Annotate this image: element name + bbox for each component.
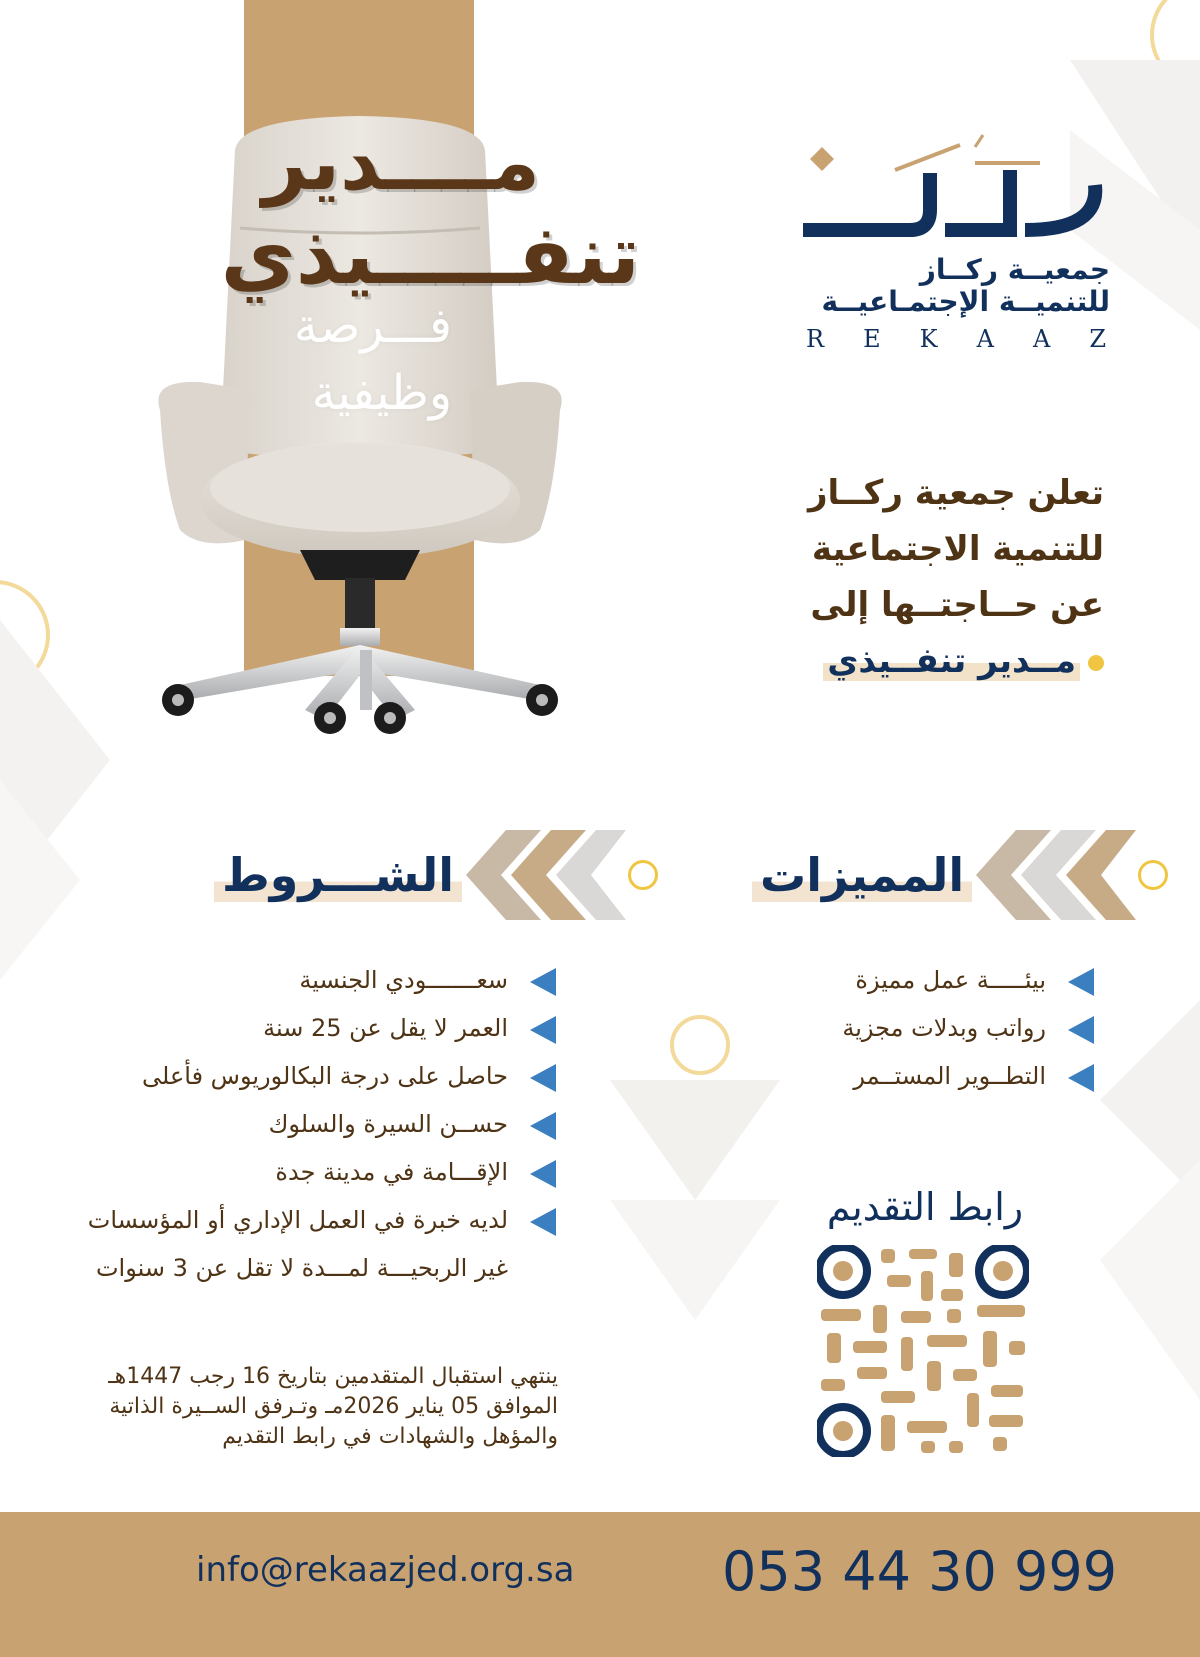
blue-triangle-icon [1068, 1064, 1094, 1092]
yellow-ring-icon [1138, 860, 1168, 890]
condition-text: لديه خبرة في العمل الإداري أو المؤسسات [87, 1206, 508, 1234]
announcement-line3: عن حــاجتــها إلى [810, 585, 1104, 625]
rekaaz-logo [800, 125, 1110, 365]
features-header [752, 830, 1168, 920]
logo-arabic-line1: جمعيــة ركــاز [919, 253, 1110, 286]
yellow-bullet-icon [1088, 655, 1104, 671]
list-item [88, 1004, 558, 1052]
contact-email[interactable]: info@rekaazjed.org.sa [196, 1550, 575, 1590]
list-item-continuation [88, 1244, 558, 1292]
deadline-note [44, 1362, 558, 1452]
conditions-title: الشـــروط [214, 848, 462, 902]
condition-text: الإقـــامة في مدينة جدة [275, 1158, 508, 1186]
blue-triangle-icon [1068, 1016, 1094, 1044]
apply-link-title: رابط التقديم [826, 1185, 1024, 1229]
qr-code-icon[interactable] [817, 1245, 1029, 1457]
blue-triangle-icon [1068, 968, 1094, 996]
blue-triangle-icon [530, 1064, 556, 1092]
announcement-line2: للتنمية الاجتماعية [811, 529, 1104, 569]
hero-subtitle-line1: فـــرصة [293, 298, 452, 354]
conditions-header [214, 830, 658, 920]
features-title: المميزات [752, 848, 972, 902]
logo-latin-letter: R [806, 325, 825, 353]
deadline-line1: ينتهي استقبال المتقدمين بتاريخ 16 رجب 1447هـ [108, 1364, 558, 1389]
feature-text: التطــوير المستــمر [853, 1062, 1046, 1090]
logo-latin-letter: Z [1089, 325, 1106, 353]
feature-text: رواتب وبدلات مجزية [842, 1014, 1046, 1042]
logo-latin-letter: E [863, 325, 881, 353]
list-item [88, 1196, 558, 1244]
deadline-line2: الموافق 05 يناير 2026مـ وتـرفق الســيرة الذاتية [109, 1394, 558, 1419]
contact-phone[interactable]: 053 44 30 999 [722, 1540, 1118, 1603]
logo-latin-name [806, 325, 1106, 353]
logo-arabic-line2: للتنميــة الإجتمـاعيــة [821, 285, 1110, 318]
announcement-line1: تعلن جمعية ركــاز [807, 473, 1104, 513]
condition-text: حســن السيرة والسلوك [268, 1110, 508, 1138]
logo-latin-letter: A [1032, 325, 1051, 353]
condition-text: العمر لا يقل عن 25 سنة [263, 1014, 508, 1042]
features-list [842, 956, 1096, 1100]
blue-triangle-icon [530, 1208, 556, 1236]
condition-continuation-text: غير الربحيـــة لمـــدة لا تقل عن 3 سنوات [95, 1254, 508, 1282]
list-item [842, 1004, 1096, 1052]
deadline-line3: والمؤهل والشهادات في رابط التقديم [222, 1424, 558, 1449]
announcement-text [684, 465, 1104, 689]
announcement-highlight-row [684, 633, 1104, 689]
yellow-ring-icon [628, 860, 658, 890]
blue-triangle-icon [530, 968, 556, 996]
conditions-list [88, 956, 558, 1292]
hero-title-line1: مــــدير [262, 118, 540, 208]
hero-subtitle-line2: وظيفية [311, 365, 452, 421]
feature-text: بيئـــــة عمل مميزة [855, 966, 1046, 994]
list-item [842, 1052, 1096, 1100]
condition-text: سعـــــــودي الجنسية [299, 966, 508, 994]
logo-latin-letter: K [919, 325, 938, 353]
list-item [88, 956, 558, 1004]
chevrons-left-icon [466, 830, 626, 920]
rekaaz-logo-mark-icon [800, 125, 1110, 255]
logo-latin-letter: A [976, 325, 994, 353]
blue-triangle-icon [530, 1112, 556, 1140]
list-item [88, 1100, 558, 1148]
list-item [88, 1052, 558, 1100]
announcement-highlight: مــدير تنفــيذي [823, 641, 1080, 681]
chevrons-left-icon [976, 830, 1136, 920]
blue-triangle-icon [530, 1160, 556, 1188]
list-item [842, 956, 1096, 1004]
list-item [88, 1148, 558, 1196]
blue-triangle-icon [530, 1016, 556, 1044]
condition-text: حاصل على درجة البكالوريوس فأعلى [142, 1062, 508, 1090]
hero-title-line2: تنفـــــيذي [220, 208, 640, 303]
